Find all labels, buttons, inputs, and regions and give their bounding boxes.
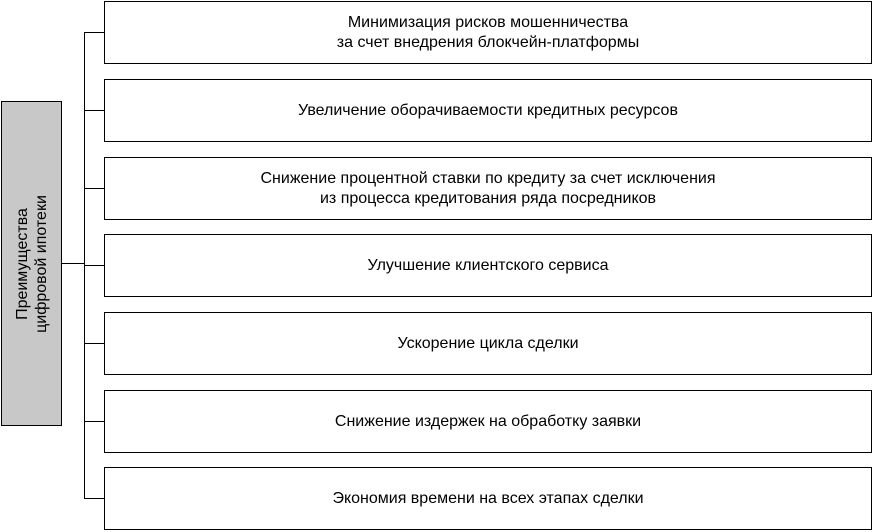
connector-branch-4	[84, 265, 104, 266]
benefit-box-4	[104, 234, 872, 297]
benefit-box-3	[104, 157, 872, 220]
benefit-2-line1: Увеличение оборачиваемости кредитных ресурсов	[298, 101, 678, 119]
benefit-7-line1: Экономия времени на всех этапах сделки	[332, 489, 644, 507]
benefit-box-5	[104, 312, 872, 375]
root-label-line2: цифровой ипотеки	[32, 194, 50, 333]
benefit-3-line1: Снижение процентной ставки по кредиту за счет исключения	[260, 169, 716, 187]
root-label	[13, 104, 51, 424]
connector-branch-3	[84, 188, 104, 189]
benefit-1-line2: за счет внедрения блокчейн-платформы	[336, 33, 640, 51]
benefit-box-6	[104, 390, 872, 453]
connector-branch-1	[84, 32, 104, 33]
benefit-4-line1: Улучшение клиентского сервиса	[367, 256, 609, 274]
benefit-6-line1: Снижение издержек на обработку заявки	[334, 412, 642, 430]
benefit-box-1	[104, 1, 872, 64]
connector-branch-7	[84, 498, 104, 499]
benefit-1-line1: Минимизация рисков мошенничества	[347, 13, 629, 31]
connector-branch-2	[84, 110, 104, 111]
connector-branch-6	[84, 421, 104, 422]
root-label-line1: Преимущества	[13, 207, 31, 320]
benefit-box-7	[104, 467, 872, 530]
connector-branch-5	[84, 343, 104, 344]
root-node	[1, 101, 62, 426]
connector-root-horizontal	[62, 263, 84, 264]
benefit-3-line2: из процесса кредитования ряда посредников	[319, 189, 657, 207]
benefit-box-2	[104, 79, 872, 142]
benefit-5-line1: Ускорение цикла сделки	[397, 334, 579, 352]
